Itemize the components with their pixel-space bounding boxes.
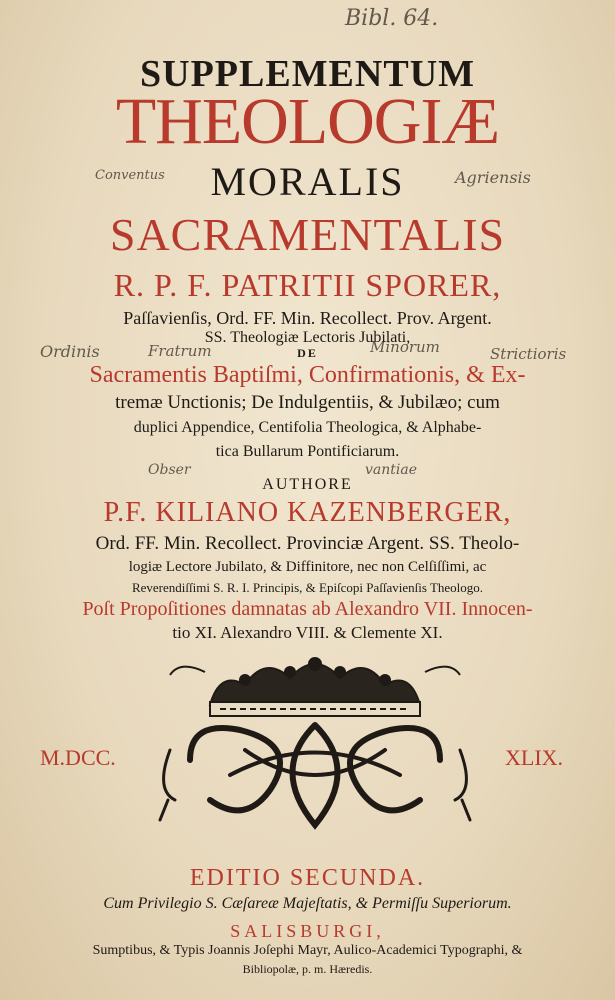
subject-line-1: Sacramentis Baptiſmi, Confirmationis, & Ex- (89, 362, 526, 388)
title-moralis: MORALIS (210, 159, 405, 204)
handwritten-conventus: Conventus (95, 168, 165, 183)
handwritten-shelfmark: Bibl. 64. (345, 6, 439, 31)
year-left: M.DCC. (40, 745, 116, 770)
title-author-sporer: R. P. F. PATRITII SPORER, (113, 267, 502, 303)
author-name: P.F. KILIANO KAZENBERGER, (103, 497, 512, 528)
post-line-2: tio XI. Alexandro VIII. & Clemente XI. (172, 623, 443, 642)
edition-privilege: Cum Privilegio S. Cæſareæ Majeſtatis, & Permiſſu Superiorum. (103, 895, 512, 912)
monogram-icon (160, 725, 470, 825)
edition-label: EDITIO SECUNDA. (189, 865, 426, 891)
post-line-1: Poſt Propoſitiones damnatas ab Alexandro VII. Innocen- (82, 598, 533, 620)
handwritten-obser: Obser (148, 462, 191, 478)
author-label: AUTHORE (262, 476, 353, 493)
subject-line-3: duplici Appendice, Centifolia Theologica, & Alphabe- (133, 419, 482, 436)
author-line-3: Reverendiſſimi S. R. I. Principis, & Epiſcopi Paſſavienſis Theologo. (131, 580, 484, 595)
handwritten-agriensis: Agriensis (455, 168, 531, 187)
handwritten-strictioris: Strictioris (490, 345, 567, 363)
title-theologiae: THEOLOGIÆ (115, 85, 500, 158)
crown-monogram-emblem (150, 650, 480, 835)
title-sporer-affiliation: Paſſavienſis, Ord. FF. Min. Recollect. Prov. Argent. (123, 308, 492, 328)
title-supplementum: SUPPLEMENTUM (140, 53, 475, 95)
handwritten-fratrum: Fratrum (148, 342, 212, 360)
author-line-1: Ord. FF. Min. Recollect. Provinciæ Argent. SS. Theolo- (95, 533, 520, 554)
title-de: DE (297, 346, 318, 360)
imprint-line-1: Sumptibus, & Typis Joannis Joſephi Mayr, Aulico-Academici Typographi, & (92, 943, 523, 958)
subject-line-2: tremæ Unctionis; De Indulgentiis, & Jubilæo; cum (115, 392, 500, 413)
imprint-city: SALISBURGI, (230, 921, 385, 941)
handwritten-vantiae: vantiae (365, 462, 418, 478)
handwritten-minorum: Minorum (370, 338, 440, 356)
year-right: XLIX. (505, 745, 564, 770)
subject-line-4: tica Bullarum Pontificiarum. (215, 443, 400, 460)
author-line-2: logiæ Lectore Jubilato, & Diffinitore, nec non Celſiſſimi, ac (128, 559, 487, 575)
title-sporer-lector: SS. Theologiæ Lectoris Jubilati, (204, 329, 411, 346)
title-sacramentalis: SACRAMENTALIS (109, 209, 506, 260)
imprint-line-2: Bibliopolæ, p. m. Hæredis. (242, 962, 373, 976)
crown-icon (170, 658, 460, 716)
handwritten-ordinis: Ordinis (40, 342, 100, 361)
